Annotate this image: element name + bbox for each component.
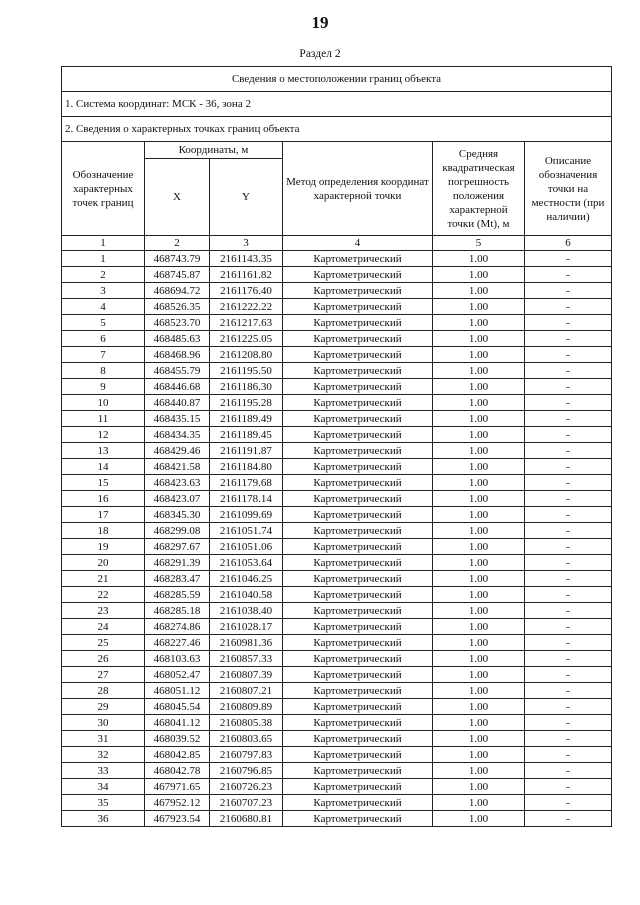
- table-row: [62, 315, 612, 331]
- coord-y: 2161051.06: [210, 539, 283, 555]
- coord-y: 2161222.22: [210, 299, 283, 315]
- error: 1.00: [433, 763, 525, 779]
- error: 1.00: [433, 683, 525, 699]
- table-row: [62, 715, 612, 731]
- error: 1.00: [433, 443, 525, 459]
- coord-y: 2161040.58: [210, 587, 283, 603]
- method: Картометрический: [283, 603, 433, 619]
- description: -: [525, 779, 612, 795]
- method: Картометрический: [283, 699, 433, 715]
- coord-y: 2161053.64: [210, 555, 283, 571]
- description: -: [525, 635, 612, 651]
- coord-x: 468045.54: [145, 699, 210, 715]
- error: 1.00: [433, 475, 525, 491]
- description: -: [525, 443, 612, 459]
- column-number: 6: [525, 236, 612, 251]
- error: 1.00: [433, 795, 525, 811]
- table-row: [62, 283, 612, 299]
- table-row: [62, 811, 612, 827]
- point-number: 21: [62, 571, 145, 587]
- coord-x: 468429.46: [145, 443, 210, 459]
- description: -: [525, 315, 612, 331]
- point-number: 16: [62, 491, 145, 507]
- column-number: 5: [433, 236, 525, 251]
- boundary-table: [61, 66, 612, 827]
- point-number: 32: [62, 747, 145, 763]
- point-number: 8: [62, 363, 145, 379]
- header-method: Метод определения координат характерной точки: [283, 142, 433, 236]
- point-number: 3: [62, 283, 145, 299]
- header-y: Y: [210, 159, 283, 236]
- table-row: [62, 539, 612, 555]
- table-row: [62, 267, 612, 283]
- method: Картометрический: [283, 395, 433, 411]
- method: Картометрический: [283, 443, 433, 459]
- header-description: Описание обозначения точки на местности (при наличии): [525, 142, 612, 236]
- coord-y: 2161099.69: [210, 507, 283, 523]
- section-title: Раздел 2: [299, 48, 341, 60]
- point-number: 25: [62, 635, 145, 651]
- method: Картометрический: [283, 507, 433, 523]
- method: Картометрический: [283, 635, 433, 651]
- header-coords: Координаты, м: [145, 142, 283, 159]
- description: -: [525, 379, 612, 395]
- table-row: [62, 587, 612, 603]
- coord-x: 468743.79: [145, 251, 210, 267]
- description: -: [525, 571, 612, 587]
- point-number: 14: [62, 459, 145, 475]
- description: -: [525, 507, 612, 523]
- method: Картометрический: [283, 555, 433, 571]
- method: Картометрический: [283, 379, 433, 395]
- description: -: [525, 699, 612, 715]
- error: 1.00: [433, 571, 525, 587]
- coord-y: 2161186.30: [210, 379, 283, 395]
- error: 1.00: [433, 523, 525, 539]
- column-number: 1: [62, 236, 145, 251]
- table-row: [62, 459, 612, 475]
- coord-y: 2160807.39: [210, 667, 283, 683]
- method: Картометрический: [283, 267, 433, 283]
- column-numbers-row: [62, 236, 612, 251]
- description: -: [525, 459, 612, 475]
- point-number: 5: [62, 315, 145, 331]
- coord-y: 2161217.63: [210, 315, 283, 331]
- coord-y: 2161038.40: [210, 603, 283, 619]
- table-title: Сведения о местоположении границ объекта: [62, 67, 612, 92]
- coord-y: 2161189.49: [210, 411, 283, 427]
- error: 1.00: [433, 635, 525, 651]
- method: Картометрический: [283, 731, 433, 747]
- table-row: [62, 443, 612, 459]
- coord-y: 2161028.17: [210, 619, 283, 635]
- table-row: [62, 251, 612, 267]
- error: 1.00: [433, 603, 525, 619]
- description: -: [525, 603, 612, 619]
- header-error: Средняя квадратическая погрешность положения характерной точки (Mt), м: [433, 142, 525, 236]
- method: Картометрический: [283, 651, 433, 667]
- table-row: [62, 651, 612, 667]
- description: -: [525, 795, 612, 811]
- coord-y: 2160805.38: [210, 715, 283, 731]
- error: 1.00: [433, 699, 525, 715]
- point-number: 18: [62, 523, 145, 539]
- error: 1.00: [433, 715, 525, 731]
- coord-x: 468227.46: [145, 635, 210, 651]
- coord-x: 468299.08: [145, 523, 210, 539]
- point-number: 12: [62, 427, 145, 443]
- method: Картометрический: [283, 747, 433, 763]
- method: Картометрический: [283, 299, 433, 315]
- method: Картометрический: [283, 571, 433, 587]
- error: 1.00: [433, 507, 525, 523]
- column-number: 3: [210, 236, 283, 251]
- table-row: [62, 395, 612, 411]
- description: -: [525, 427, 612, 443]
- table-row: [62, 795, 612, 811]
- description: -: [525, 667, 612, 683]
- error: 1.00: [433, 587, 525, 603]
- column-number: 2: [145, 236, 210, 251]
- coord-y: 2161143.35: [210, 251, 283, 267]
- coord-y: 2161161.82: [210, 267, 283, 283]
- description: -: [525, 619, 612, 635]
- coord-x: 468435.15: [145, 411, 210, 427]
- point-number: 26: [62, 651, 145, 667]
- coord-x: 468291.39: [145, 555, 210, 571]
- point-number: 34: [62, 779, 145, 795]
- point-number: 30: [62, 715, 145, 731]
- table-body: [62, 251, 612, 827]
- table-row: [62, 507, 612, 523]
- coord-x: 468103.63: [145, 651, 210, 667]
- point-number: 13: [62, 443, 145, 459]
- coord-y: 2160807.21: [210, 683, 283, 699]
- coord-y: 2161046.25: [210, 571, 283, 587]
- table-row: [62, 731, 612, 747]
- description: -: [525, 475, 612, 491]
- coord-x: 468485.63: [145, 331, 210, 347]
- coord-x: 468039.52: [145, 731, 210, 747]
- coord-x: 468694.72: [145, 283, 210, 299]
- description: -: [525, 715, 612, 731]
- point-number: 28: [62, 683, 145, 699]
- description: -: [525, 491, 612, 507]
- point-number: 23: [62, 603, 145, 619]
- description: -: [525, 411, 612, 427]
- method: Картометрический: [283, 523, 433, 539]
- description: -: [525, 587, 612, 603]
- coord-x: 468468.96: [145, 347, 210, 363]
- coord-x: 468434.35: [145, 427, 210, 443]
- coord-x: 468052.47: [145, 667, 210, 683]
- description: -: [525, 683, 612, 699]
- point-number: 7: [62, 347, 145, 363]
- table-row: [62, 363, 612, 379]
- coord-y: 2161195.50: [210, 363, 283, 379]
- table-row: [62, 571, 612, 587]
- coord-x: 468745.87: [145, 267, 210, 283]
- method: Картометрический: [283, 475, 433, 491]
- error: 1.00: [433, 363, 525, 379]
- method: Картометрический: [283, 587, 433, 603]
- coord-y: 2160857.33: [210, 651, 283, 667]
- description: -: [525, 811, 612, 827]
- coord-y: 2161225.05: [210, 331, 283, 347]
- error: 1.00: [433, 779, 525, 795]
- coord-y: 2160726.23: [210, 779, 283, 795]
- point-number: 24: [62, 619, 145, 635]
- coord-x: 468455.79: [145, 363, 210, 379]
- description: -: [525, 283, 612, 299]
- column-number: 4: [283, 236, 433, 251]
- points-title: 2. Сведения о характерных точках границ объекта: [62, 117, 612, 142]
- table-row: [62, 667, 612, 683]
- coord-x: 468041.12: [145, 715, 210, 731]
- table-row: [62, 635, 612, 651]
- point-number: 11: [62, 411, 145, 427]
- coord-y: 2161184.80: [210, 459, 283, 475]
- coord-x: 467952.12: [145, 795, 210, 811]
- method: Картометрический: [283, 715, 433, 731]
- coord-y: 2160797.83: [210, 747, 283, 763]
- coord-y: 2160796.85: [210, 763, 283, 779]
- error: 1.00: [433, 347, 525, 363]
- point-number: 33: [62, 763, 145, 779]
- method: Картометрический: [283, 363, 433, 379]
- point-number: 27: [62, 667, 145, 683]
- coord-y: 2161191.87: [210, 443, 283, 459]
- coord-y: 2160803.65: [210, 731, 283, 747]
- method: Картометрический: [283, 811, 433, 827]
- coord-x: 468042.78: [145, 763, 210, 779]
- coord-x: 468051.12: [145, 683, 210, 699]
- description: -: [525, 555, 612, 571]
- method: Картометрический: [283, 795, 433, 811]
- table-row: [62, 379, 612, 395]
- point-number: 1: [62, 251, 145, 267]
- point-number: 29: [62, 699, 145, 715]
- coord-x: 467923.54: [145, 811, 210, 827]
- coord-y: 2160680.81: [210, 811, 283, 827]
- coord-y: 2161178.14: [210, 491, 283, 507]
- error: 1.00: [433, 267, 525, 283]
- method: Картометрический: [283, 283, 433, 299]
- table-row: [62, 747, 612, 763]
- method: Картометрический: [283, 427, 433, 443]
- method: Картометрический: [283, 347, 433, 363]
- point-number: 22: [62, 587, 145, 603]
- coord-x: 468526.35: [145, 299, 210, 315]
- method: Картометрический: [283, 667, 433, 683]
- coord-x: 467971.65: [145, 779, 210, 795]
- coord-x: 468042.85: [145, 747, 210, 763]
- header-designation: Обозначение характерных точек границ: [62, 142, 145, 236]
- point-number: 4: [62, 299, 145, 315]
- coord-x: 468440.87: [145, 395, 210, 411]
- coord-x: 468274.86: [145, 619, 210, 635]
- coord-y: 2160707.23: [210, 795, 283, 811]
- table-row: [62, 619, 612, 635]
- method: Картометрический: [283, 619, 433, 635]
- point-number: 9: [62, 379, 145, 395]
- error: 1.00: [433, 395, 525, 411]
- point-number: 31: [62, 731, 145, 747]
- method: Картометрический: [283, 763, 433, 779]
- method: Картометрический: [283, 683, 433, 699]
- error: 1.00: [433, 411, 525, 427]
- error: 1.00: [433, 427, 525, 443]
- method: Картометрический: [283, 315, 433, 331]
- table-row: [62, 603, 612, 619]
- description: -: [525, 251, 612, 267]
- page-number: 19: [311, 13, 329, 32]
- table-row: [62, 299, 612, 315]
- header-x: X: [145, 159, 210, 236]
- coord-x: 468285.18: [145, 603, 210, 619]
- error: 1.00: [433, 283, 525, 299]
- error: 1.00: [433, 331, 525, 347]
- table-row: [62, 475, 612, 491]
- point-number: 15: [62, 475, 145, 491]
- description: -: [525, 763, 612, 779]
- coord-x: 468423.63: [145, 475, 210, 491]
- table-row: [62, 331, 612, 347]
- table-row: [62, 411, 612, 427]
- point-number: 19: [62, 539, 145, 555]
- point-number: 36: [62, 811, 145, 827]
- method: Картометрический: [283, 779, 433, 795]
- coord-x: 468423.07: [145, 491, 210, 507]
- description: -: [525, 267, 612, 283]
- coord-x: 468297.67: [145, 539, 210, 555]
- point-number: 2: [62, 267, 145, 283]
- error: 1.00: [433, 491, 525, 507]
- error: 1.00: [433, 555, 525, 571]
- point-number: 17: [62, 507, 145, 523]
- coord-y: 2161189.45: [210, 427, 283, 443]
- coord-y: 2161195.28: [210, 395, 283, 411]
- description: -: [525, 747, 612, 763]
- table-row: [62, 491, 612, 507]
- coord-x: 468421.58: [145, 459, 210, 475]
- table-row: [62, 699, 612, 715]
- coord-y: 2160809.89: [210, 699, 283, 715]
- coord-system: 1. Система координат: МСК - 36, зона 2: [62, 92, 612, 117]
- table-row: [62, 555, 612, 571]
- method: Картометрический: [283, 251, 433, 267]
- error: 1.00: [433, 619, 525, 635]
- description: -: [525, 331, 612, 347]
- description: -: [525, 523, 612, 539]
- error: 1.00: [433, 747, 525, 763]
- description: -: [525, 363, 612, 379]
- point-number: 6: [62, 331, 145, 347]
- table-row: [62, 779, 612, 795]
- error: 1.00: [433, 667, 525, 683]
- error: 1.00: [433, 811, 525, 827]
- error: 1.00: [433, 459, 525, 475]
- error: 1.00: [433, 651, 525, 667]
- coord-x: 468285.59: [145, 587, 210, 603]
- error: 1.00: [433, 315, 525, 331]
- error: 1.00: [433, 539, 525, 555]
- coord-x: 468446.68: [145, 379, 210, 395]
- method: Картометрический: [283, 539, 433, 555]
- coord-y: 2160981.36: [210, 635, 283, 651]
- error: 1.00: [433, 299, 525, 315]
- coord-y: 2161208.80: [210, 347, 283, 363]
- table-row: [62, 523, 612, 539]
- table-row: [62, 347, 612, 363]
- method: Картометрический: [283, 491, 433, 507]
- description: -: [525, 651, 612, 667]
- point-number: 35: [62, 795, 145, 811]
- coord-y: 2161176.40: [210, 283, 283, 299]
- point-number: 10: [62, 395, 145, 411]
- description: -: [525, 395, 612, 411]
- description: -: [525, 347, 612, 363]
- table-row: [62, 683, 612, 699]
- error: 1.00: [433, 731, 525, 747]
- description: -: [525, 539, 612, 555]
- coord-x: 468283.47: [145, 571, 210, 587]
- description: -: [525, 299, 612, 315]
- method: Картометрический: [283, 331, 433, 347]
- table-row: [62, 427, 612, 443]
- coord-y: 2161179.68: [210, 475, 283, 491]
- method: Картометрический: [283, 459, 433, 475]
- coord-y: 2161051.74: [210, 523, 283, 539]
- error: 1.00: [433, 379, 525, 395]
- table-row: [62, 763, 612, 779]
- error: 1.00: [433, 251, 525, 267]
- coord-x: 468523.70: [145, 315, 210, 331]
- coord-x: 468345.30: [145, 507, 210, 523]
- method: Картометрический: [283, 411, 433, 427]
- point-number: 20: [62, 555, 145, 571]
- description: -: [525, 731, 612, 747]
